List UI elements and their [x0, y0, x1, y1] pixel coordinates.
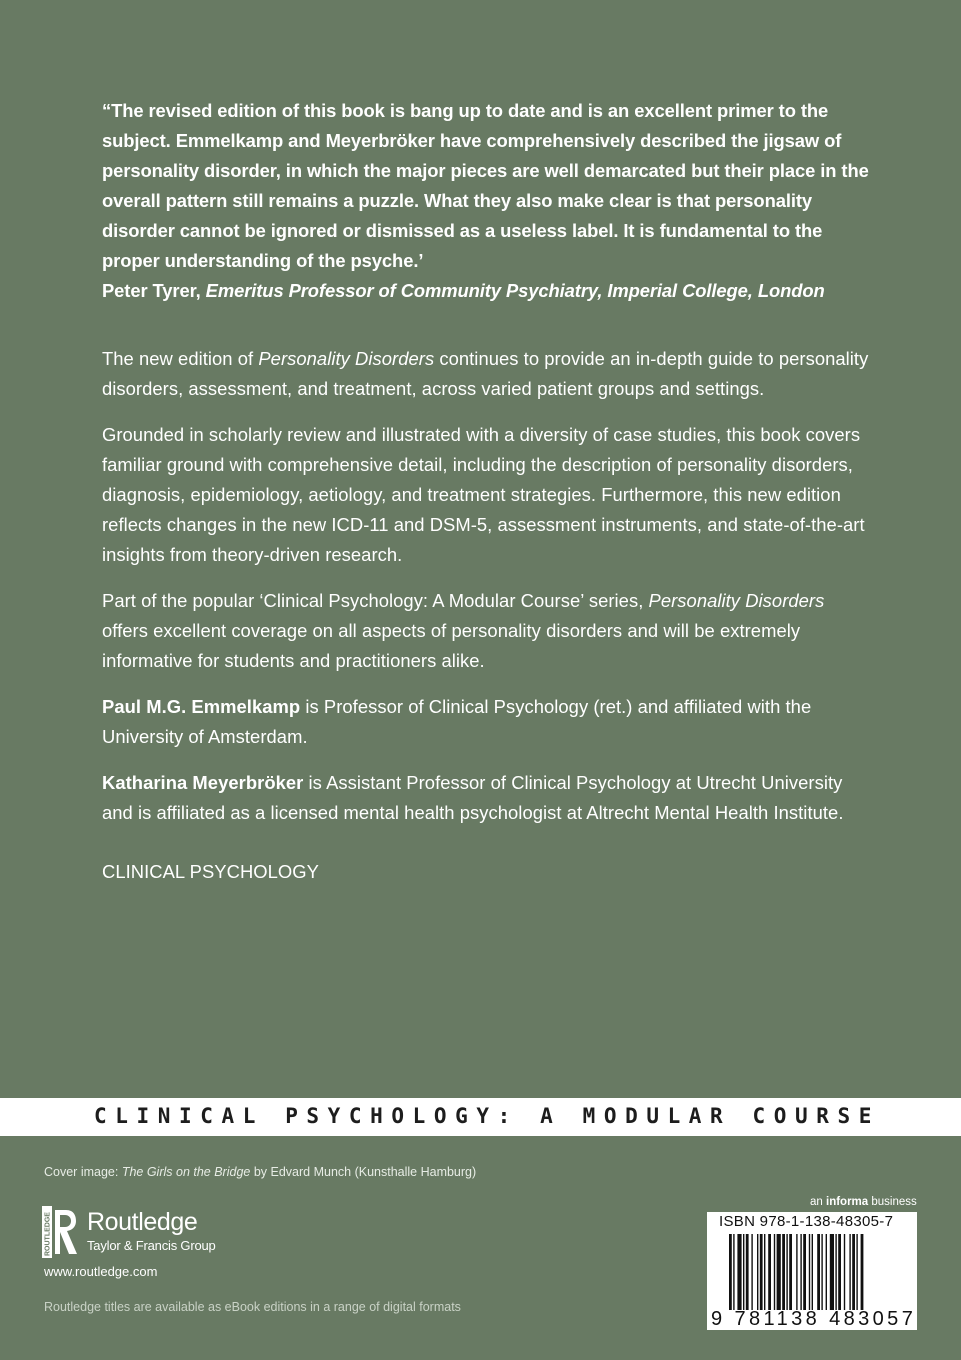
description-text: Part of the popular ‘Clinical Psychology: A Modular Course’ series,: [102, 590, 649, 611]
description-paragraph-1: [102, 344, 872, 404]
subject-category: CLINICAL PSYCHOLOGY: [102, 861, 319, 882]
artwork-title: The Girls on the Bridge: [121, 1165, 251, 1179]
review-attribution: [102, 276, 872, 306]
informa-text: an: [810, 1196, 826, 1208]
routledge-r-icon: [42, 1206, 78, 1258]
cover-image-credit: [44, 1165, 476, 1179]
author-name: Katharina Meyerbröker: [102, 772, 304, 793]
review-quote: “The revised edition of this book is bang up to date and is an excellent primer to the subject. Emmelkamp and Meyerbröker have comprehensively described the jigsaw of personality disorder, in which the major pieces are well demarcated but their place in the overall pattern still remains a puzzle. What they also make clear is that personality disorder cannot be ignored or dismissed as a useless label. It is fundamental to the proper understanding of the psyche.’: [102, 100, 869, 271]
review-author: Peter Tyrer,: [102, 280, 201, 301]
barcode-icon: [729, 1234, 904, 1310]
series-band: [0, 1098, 961, 1136]
author-bio-1: [102, 692, 872, 752]
book-title: Personality Disorders: [258, 348, 435, 369]
credit-text: by Edvard Munch (Kunsthalle Hamburg): [250, 1165, 477, 1179]
informa-text: business: [868, 1196, 917, 1208]
informa-brand: informa: [826, 1196, 869, 1208]
series-title: CLINICAL PSYCHOLOGY: A MODULAR COURSE: [94, 1104, 880, 1128]
author-bio-text: is Professor of Clinical Psychology (ret.) and affiliated with the University of Amsterdam.: [102, 696, 812, 747]
publisher-website-link[interactable]: www.routledge.com: [44, 1264, 158, 1279]
description-paragraph-2: Grounded in scholarly review and illustrated with a diversity of case studies, this book covers familiar ground with comprehensive detail, including the description of personality disorders, diagnosis, epidemiology, aetiology, and treatment strategies. Furthermore, this new edition reflects changes in the new ICD-11 and DSM-5, assessment instruments, and state-of-the-art insights from theory-driven research.: [102, 424, 865, 565]
author-bio-2: [102, 768, 872, 828]
informa-business-label: [810, 1196, 917, 1208]
isbn-number: ISBN 978-1-138-48305-7: [719, 1213, 894, 1230]
description-text: offers excellent coverage on all aspects of personality disorders and will be extremely informative for students and practitioners alike.: [102, 620, 801, 671]
routledge-logo: [42, 1206, 252, 1258]
isbn-barcode-box: [707, 1212, 917, 1330]
routledge-vertical-mark: ROUTLEDGE: [44, 1212, 52, 1256]
description-paragraph-3: [102, 586, 872, 676]
ebook-availability-note: Routledge titles are available as eBook editions in a range of digital formats: [44, 1300, 461, 1314]
back-cover-content: [102, 96, 872, 887]
publisher-name: Routledge: [87, 1208, 198, 1236]
author-bio-text: is Assistant Professor of Clinical Psychology at Utrecht University and is affiliated as a licensed mental health psychologist at Altrecht Mental Health Institute.: [102, 772, 844, 823]
review-author-role: Emeritus Professor of Community Psychiatry, Imperial College, London: [205, 280, 825, 301]
publisher-group: Taylor & Francis Group: [87, 1238, 216, 1253]
description-text: continues to provide an in-depth guide to personality disorders, assessment, and treatment, across varied patient groups and settings.: [102, 348, 869, 399]
credit-text: Cover image:: [44, 1165, 122, 1179]
book-title: Personality Disorders: [648, 590, 825, 611]
description-text: The new edition of: [102, 348, 259, 369]
author-name: Paul M.G. Emmelkamp: [102, 696, 301, 717]
barcode-digits: 9 781138 483057: [711, 1308, 917, 1330]
